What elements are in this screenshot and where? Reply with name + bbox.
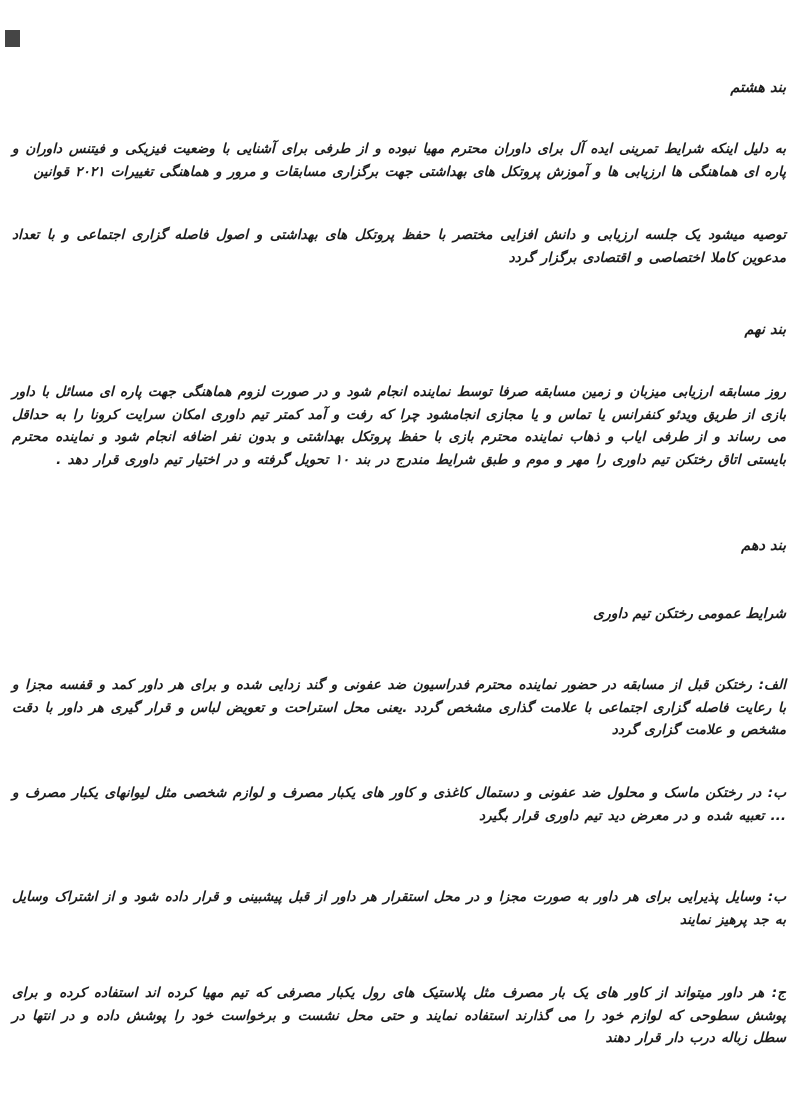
- condition-item-alef: الف: رختکن قبل از مسابقه در حضور نماینده محترم فدراسیون ضد عفونی و گند زدایی شده و برای هر داور کمد و قفسه مجزا و با رعایت فاصله گزاری اجتماعی با علامت گذاری مشخص گردد .یعنی محل استراحت و تعویض لباس و قرار گیری هر داور با دقت مشخص و علامت گزاری گردد: [12, 677, 786, 738]
- condition-item-be-2: ب: وسایل پذیرایی برای هر داور به صورت مجزا و در محل استقرار هر داور از قبل پیشبینی و قرار داده شود و از اشتراک وسایل به جد پرهیز نمایند: [12, 889, 786, 928]
- section-eight-heading: بند هشتم: [730, 80, 786, 96]
- locker-room-conditions-subheading: شرایط عمومی رختکن تیم داوری: [593, 606, 786, 622]
- condition-item-jim: ج: هر داور میتواند از کاور های یک بار مصرف مثل پلاستیک های رول یکبار مصرفی که تیم مهیا کرده اند استفاده کرده و برای پوشش سطوحی که لوازم خود را می گذارند استفاده نمایند و حتی محل نشست و برخواست خود را پوشش داده و در انتها در سطل زباله درب دار قرار دهند: [12, 985, 786, 1046]
- section-nine-paragraph-1: روز مسابقه ارزیابی میزبان و زمین مسابقه صرفا توسط نماینده انجام شود و در صورت لزوم هماهنگی جهت پاره ای مسائل با داور بازی از طریق ویدئو کنفرانس یا تماس و یا مجازی انجامشود چرا که رفت و آمد کمتر تیم داوری امکان سرایت کرونا را به حداقل می رساند و از طرفی ایاب و ذهاب نماینده محترم بازی با حفظ پروتکل بهداشتی و بدون نفر اضافه انجام شود و نماینده محترم بایستی اتاق رختکن تیم داوری را مهر و موم و طبق شرایط مندرج در بند ۱۰ تحویل گرفته و در اختیار تیم داوری قرار دهد .: [12, 384, 786, 468]
- section-eight-paragraph-1: به دلیل اینکه شرایط تمرینی ایده آل برای داوران محترم مهیا نبوده و از طرفی برای آشنایی با وضعیت فیزیکی و فیتنس داوران و پاره ای هماهنگی ها ارزیابی ها و آموزش پروتکل های بهداشتی جهت برگزاری مسابقات و مرور و هماهنگی تغییرات ۲۰۲۱ قوانین: [12, 141, 786, 180]
- section-ten-heading: بند دهم: [741, 538, 786, 554]
- section-nine-heading: بند نهم: [744, 322, 786, 338]
- condition-item-be-1: ب: در رختکن ماسک و محلول ضد عفونی و دستمال کاغذی و کاور های یکبار مصرف و لوازم شخصی مثل لیوانهای یکبار مصرف و ... تعبیه شده و در معرض دید تیم داوری قرار بگیرد: [12, 785, 786, 824]
- scan-artifact-mark: [5, 30, 20, 47]
- section-eight-paragraph-2: توصیه میشود یک جلسه ارزیابی و دانش افزایی مختصر با حفظ پروتکل های بهداشتی و اصول فاصله گزاری اجتماعی و با تعداد مدعوین کاملا اختصاصی و اقتصادی برگزار گردد: [12, 227, 786, 266]
